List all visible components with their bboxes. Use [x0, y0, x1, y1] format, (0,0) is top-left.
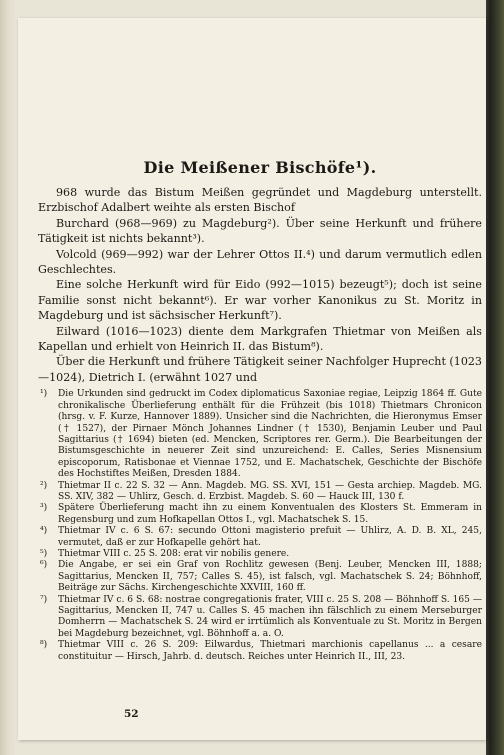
footnote-number: ⁷) — [40, 594, 48, 605]
chapter-heading: Die Meißener Bischöfe¹). — [143, 158, 377, 177]
body-paragraph: Eilward (1016—1023) diente dem Markgrafen Thietmar von Meißen als Kapellan und erhielt von Heinrich II. das Bistum⁸). — [38, 324, 482, 354]
footnote — [38, 640, 482, 663]
footnote-text: Thietmar VIII c. 26 S. 209: Eilwardus, Thietmari marchionis capellanus ... a cesare constituitur — Hirsch, Jahrb. d. deutsch. Reiches unter Heinrich II., III, 23. — [58, 640, 482, 662]
footnote-number: ¹) — [40, 389, 48, 400]
page-content — [38, 158, 482, 663]
footnote-text: Die Angabe, er sei ein Graf von Rochlitz gewesen (Benj. Leuber, Mencken III, 1888; Sagittarius, Mencken II, 757; Calles S. 45), ist falsch, vgl. Machatschek S. 24; Böhnhoff, Beiträge zur Sächs. Kirchengeschichte XXVIII, 160 ff. — [58, 560, 482, 594]
footnote — [38, 503, 482, 526]
footnote-text: Spätere Überlieferung macht ihn zu einem Konventualen des Klosters St. Emmeram in Regensburg und zum Hofkapellan Ottos I., vgl. Machatschek S. 15. — [58, 503, 482, 525]
body-paragraph: Über die Herkunft und frühere Tätigkeit seiner Nachfolger Huprecht (1023—1024), Dietrich I. (erwähnt 1027 und — [38, 355, 482, 384]
footnote-number: ²) — [40, 480, 48, 491]
footnote — [38, 560, 482, 594]
body-paragraph: Volcold (969—992) war der Lehrer Ottos II.⁴) und darum vermutlich edlen Geschlechtes. — [38, 247, 482, 277]
body-paragraph: Eine solche Herkunft wird für Eido (992—1015) bezeugt⁵); doch ist seine Familie sonst nicht bekannt⁶). Er war vorher Kanonikus zu St. Moritz in Magdeburg und ist sächsischer Herkunft⁷). — [38, 278, 482, 323]
footnote-text: Thietmar II c. 22 S. 32 — Ann. Magdeb. MG. SS. XVI, 151 — Gesta archiep. Magdeb. MG. SS. XIV, 382 — Uhlirz, Gesch. d. Erzbist. Magdeb. S. 60 — Hauck III, 130 f. — [58, 480, 482, 502]
footnote — [38, 549, 482, 560]
footnote — [38, 389, 482, 480]
book-page — [18, 18, 486, 740]
footnote — [38, 595, 482, 641]
book-spine — [486, 0, 504, 755]
page-number: 52 — [124, 708, 139, 720]
body-paragraph: 968 wurde das Bistum Meißen gegründet und Magdeburg unterstellt. Erzbischof Adalbert weihte als ersten Bischof — [38, 186, 482, 215]
footnote-text: Thietmar VIII c. 25 S. 208: erat vir nobilis genere. — [58, 548, 290, 559]
footnote-text: Thietmar IV c. 6 S. 67: secundo Ottoni magisterio prefuit — Uhlirz, A. D. B. XL, 245, vermutet, daß er zur Hofkapelle gehört hat. — [58, 526, 482, 548]
footnote-text: Thietmar IV c. 6 S. 68: nostrae congregationis frater, VIII c. 25 S. 208 — Böhnhoff S. 165 — Sagittarius, Mencken II, 747 u. Calles S. 45 machen ihn fälschlich zu einem Merseburger Domherrn — Machatschek S. 24 wird er irrtümlich als Konventuale zu St. Moritz in Bergen bei Magdeburg bezeichnet, vgl. Böhnhoff a. a. O. — [58, 594, 482, 639]
footnote-number: ⁸) — [40, 640, 48, 651]
footnote-number: ⁴) — [40, 526, 48, 537]
footnote-number: ³) — [40, 503, 48, 514]
footnote — [38, 481, 482, 504]
footnote-number: ⁶) — [40, 560, 48, 571]
footnote-number: ⁵) — [40, 548, 48, 559]
footnote-text: Die Urkunden sind gedruckt im Codex diplomaticus Saxoniae regiae, Leipzig 1864 ff. Gute chronikalische Überlieferung enthält für die Frühzeit (bis 1018) Thietmars Chronicon (hrsg. v. F. Kurze, Hannover 1889). Unsicher sind die Nachrichten, die Hieronymus Emser († 1527), der Pirnaer Mönch Johannes Lindner († 1530), Benjamin Leuber und Paul Sagittarius († 1694) bieten (ed. Mencken, Scriptores rer. Germ.). Die Bearbeitungen der Bistumsgeschichte in neuerer Zeit sind unzureichend: E. Calles, Series Misnensium episcoporum, Ratisbonae et Viennae 1752, und E. Machatschek, Geschichte der Bischöfe des Hochstiftes Meißen, Dresden 1884. — [58, 389, 482, 480]
body-paragraph: Burchard (968—969) zu Magdeburg²). Über seine Herkunft und frühere Tätigkeit ist nichts bekannt³). — [38, 216, 482, 246]
footnotes — [38, 389, 482, 663]
footnote — [38, 526, 482, 549]
